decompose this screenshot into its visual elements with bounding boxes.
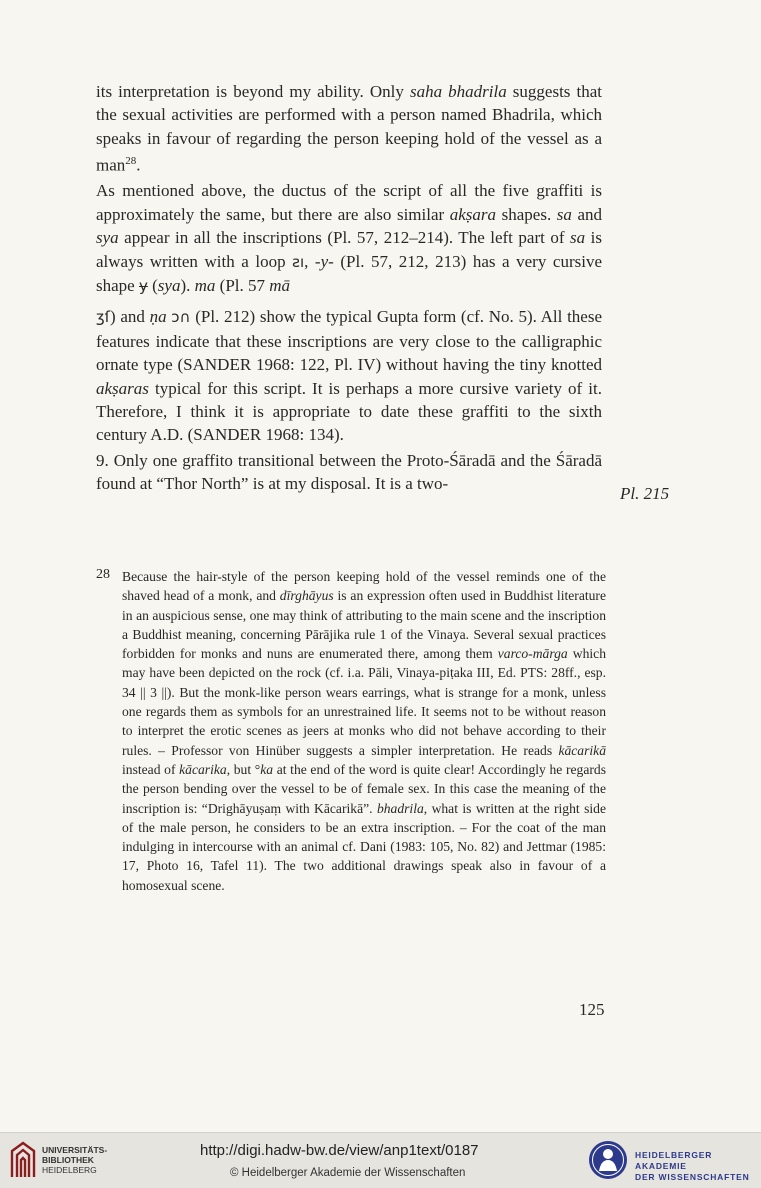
paragraph-2: As mentioned above, the ductus of the script of all the five graffiti is approximately the same, but there are also similar akṣara shapes. sa and sya appear in all the inscriptions (Pl. 57, 212–214). The left part of sa is always written with a loop ƨı, -y- (Pl. 57, 212, 213) has a very cursive shape ɏ (sya). ma (Pl. 57 mā ʒſ) and ṇa ↄ∩ (Pl. 212) show the typical Gupta form (cf. No. 5). All these features indicate that these inscriptions are very close to the calligraphic ornate type (SANDER 1968: 122, Pl. IV) without having the tiny knotted akṣaras typical for this script. It is perhaps a more cursive variety of it. Therefore, I think it is appropriate to date these graffiti to the sixth century A.D. (SANDER 1968: 134). [96,181,603,445]
footnote-28 [96,567,606,895]
footnote-ref-28[interactable]: 28 [125,155,137,168]
footnote-text: Because the hair-style of the person keeping hold of the vessel reminds one of the shaved head of a monk, and dīrghāyus is an expression often used in Buddhist literature in an auspicious sense, one may think of attributing to the main scene and the inscription a Buddhist meaning, concerning Pārājika rule 1 of the Vinaya. Several sexual practices forbidden for monks and nuns are enumerated there, among them varco-mārga which may have been depicted on the rock (cf. i.a. Pāli, Vinaya-piṭaka III, Ed. PTS: 28ff., esp. 34 || 3 ||). But the monk-like person wears earrings, what is strange for a monk, unless one regards them as symbols for an unrestrained life. It seems not to be without reason to interpret the erotic scenes as jeers at monks who did not behave according to their rules. – Professor von Hinüber suggests a simpler interpretation. He reads kācarikā instead of kācarika, but °ka at the end of the word is quite clear! Accordingly he regards the person bending over the vessel to be of female sex. In this case the meaning of the inscription is: “Drighāyuṣaṃ with Kācarikā”. bhadrila, what is written at the right side of the male person, he considers to be an extra inscription. – For the coat of the man indulging in intercourse with an animal cf. Dani (1983: 105, No. 82) and Jettmar (1985: 17, Photo 16, Tafel 11). The two additional drawings speak also in favour of a homosexual scene. [122,569,606,893]
university-library-logo-icon [8,1141,38,1179]
paragraph-3: 9. Only one graffito transitional between the Proto-Śāradā and the Śāradā found at “Thor North” is at my disposal. It is a two- [96,450,602,494]
university-library-name: UNIVERSITÄTS- BIBLIOTHEK HEIDELBERG [42,1145,108,1175]
ma-glyph: ʒſ [96,308,110,327]
main-text [96,80,602,496]
academy-name: HEIDELBERGER AKADEMIE DER WISSENSCHAFTEN [635,1150,750,1182]
source-url-link[interactable]: http://digi.hadw-bw.de/view/anp1text/0187 [200,1142,479,1159]
footnote-number: 28 [96,567,110,582]
viewer-footer [0,1132,761,1188]
copyright-text: © Heidelberger Akademie der Wissenschaften [230,1167,466,1179]
sa-loop-glyph: ƨı [292,252,305,271]
na-glyph: ↄ∩ [171,308,191,327]
academy-seal-icon [588,1140,628,1180]
page-number: 125 [579,1000,605,1019]
sya-glyph: ɏ [138,276,148,295]
paragraph-1: its interpretation is beyond my ability. Only saha bhadrila suggests that the sexual activities are performed with a person named Bhadrila, which speaks in favour of regarding the person keeping hold of the vessel as a man$^{28}$. [96,82,603,175]
plate-reference: Pl. 215 [620,484,670,503]
